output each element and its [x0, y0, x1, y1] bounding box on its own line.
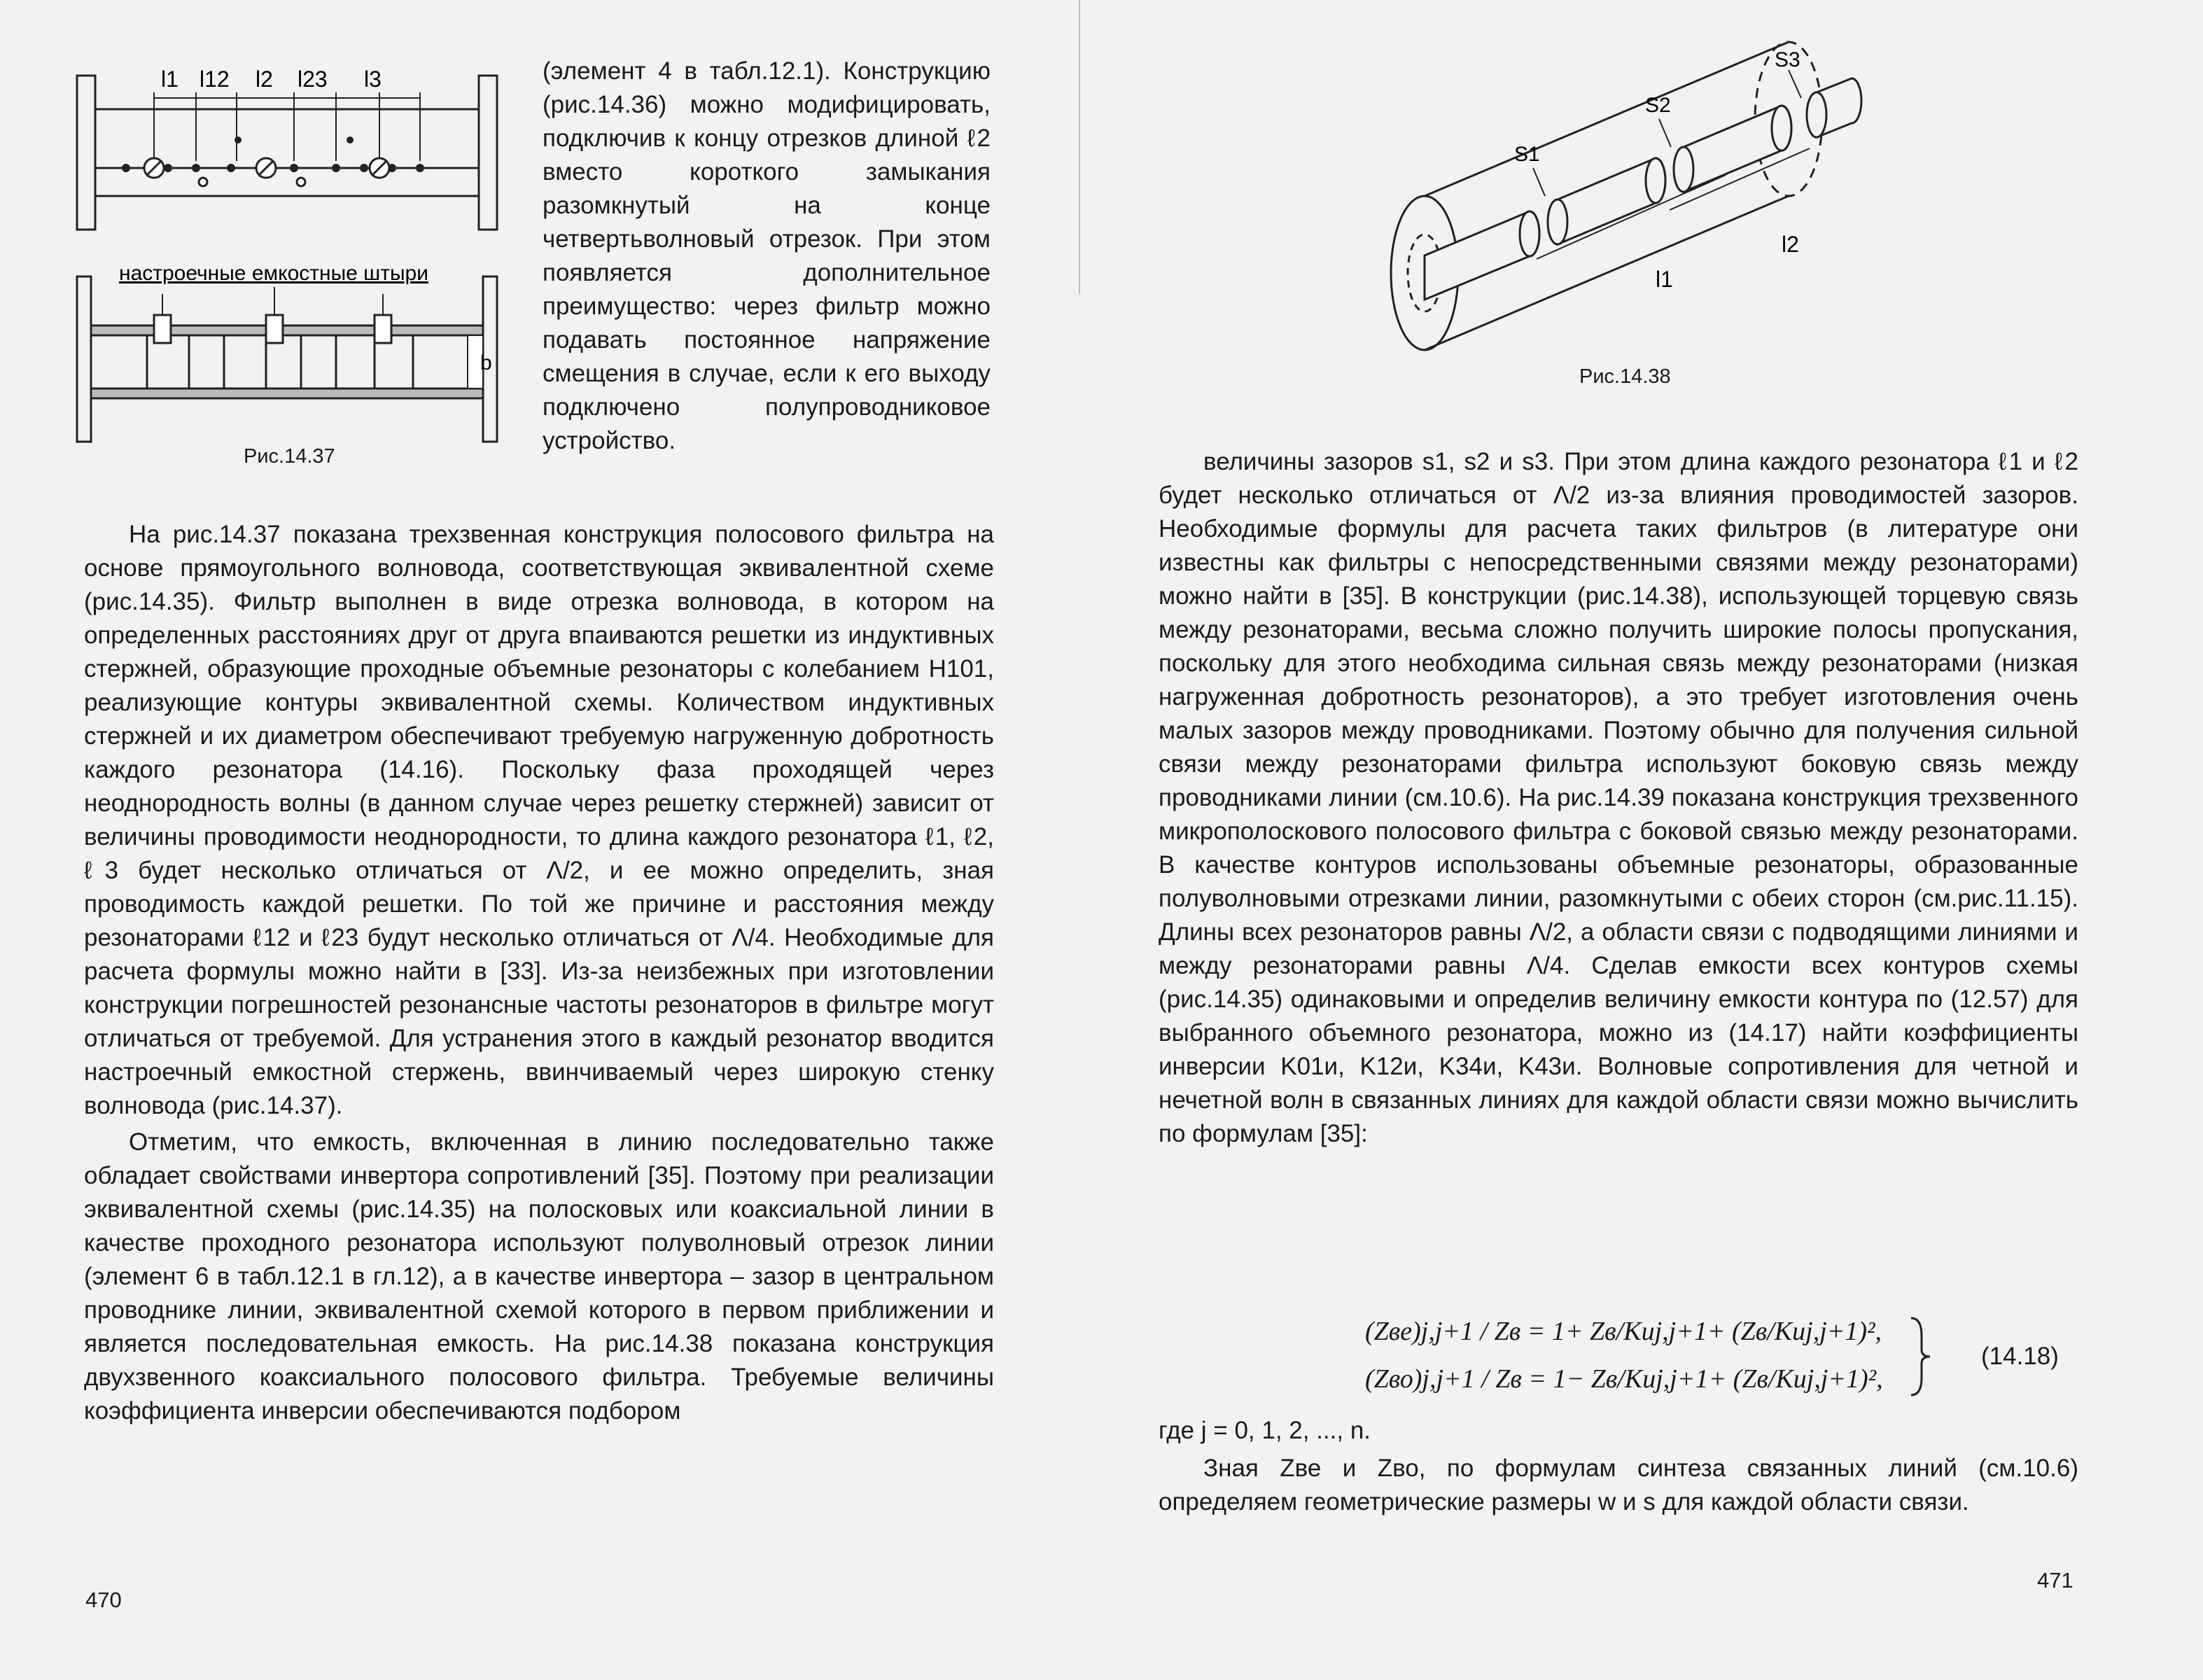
where-line: где j = 0, 1, 2, ..., n. — [1159, 1417, 1371, 1444]
right-paragraph-1: величины зазоров s1, s2 и s3. При этом длина каждого резонатора ℓ1 и ℓ2 будет несколько отличаться от Λ/2 из-за влияния проводимостей зазоров. Необходимые формулы для расчета таких фильтров (в литературе они известны как фильтры с непосредственными связями между резонаторами) можно найти в [35]. В конструкции (рис.14.38), использующей торцевую связь между резонаторами, весьма сложно получить широкие полосы пропускания, поскольку для этого необходима сильная связь между резонаторами (низкая нагруженная добротность резонаторов), а это требует изготовления очень малых зазоров между проводниками. Поэтому обычно для получения сильной связи между резонаторами фильтра используют боковую связь между проводниками линии (см.10.6). На рис.14.39 показана конструкция трехзвенного микрополоскового полосового фильтра с боковой связью между резонаторами. В качестве контуров использованы объемные резонаторы, образованные полуволновыми отрезками линии, разомкнутыми с обеих сторон (см.рис.11.15). Длины всех резонаторов равны Λ/2, а области связи с подводящими линиями и между резонаторами равны Λ/4. Сделав емкости всех контуров схемы (рис.14.35) одинаковыми и определив величину емкости контура по (12.57) для выбранного объемного резонатора, можно из (14.17) найти коэффициенты инверсии K01и, K12и, K34и, K43и. Волновые сопротивления для четной и нечетной волн в связанных линиях для каждой области связи можно вычислить по формулам [35]: — [1159, 448, 2078, 1147]
left-main-text — [84, 518, 994, 1428]
page-number-left: 470 — [85, 1588, 122, 1612]
dim-l2: l2 — [256, 66, 273, 92]
fig38-caption: Рис.14.38 — [1579, 365, 1671, 388]
gap-s1: S1 — [1514, 143, 1540, 166]
figure-14-37 — [56, 56, 518, 455]
dim-l1: l1 — [161, 66, 179, 92]
left-paragraph-2: Отметим, что емкость, включенная в линию последовательно также обладает свойствами инвертора сопротивлений [35]. Поэтому при реализации эквивалентной схемы (рис.14.35) на полосковых или коаксиальной линии в качестве проходного резонатора используют полуволновый отрезок линии (элемент 6 в табл.12.1 в гл.12), а в качестве инвертора – зазор в центральном проводнике линии, эквивалентной схемой которого в первом приближении и является последовательная емкость. На рис.14.38 показана конструкция двухзвенного коаксиального полосового фильтра. Требуемые величины коэффициента инверсии обеспечиваются подбором — [84, 1128, 994, 1424]
equation-line-1: (Zве)j,j+1 / Zв = 1+ Zв/Kиj,j+1+ (Zв/Kиj,j+1)², — [1365, 1317, 1882, 1346]
inner-conductors — [1425, 78, 1861, 300]
gap-s2: S2 — [1645, 94, 1671, 117]
dim-b: b — [480, 351, 492, 374]
side-paragraph — [543, 55, 991, 458]
left-page — [0, 0, 1082, 1680]
gap-s3: S3 — [1775, 48, 1800, 71]
waveguide-top-view — [77, 76, 497, 230]
right-final-text — [1159, 1452, 2078, 1519]
side-paragraph-text: (элемент 4 в табл.12.1). Конструкцию (рис.14.36) можно модифицировать, подключив к концу отрезков длиной ℓ2 вместо короткого замыкания разомкнутый на конце четвертьволновый отрезок. При этом появляется дополнительное преимущество: через фильтр можно подавать постоянное напряжение смещения в случае, если к его выходу подключено полупроводниковое устройство. — [543, 57, 991, 454]
fig37-caption: Рис.14.37 — [244, 445, 335, 468]
dim-l3: l3 — [364, 66, 382, 92]
equation-brace — [1908, 1315, 1936, 1399]
tuning-screws — [144, 158, 389, 186]
length-l2: l2 — [1782, 232, 1799, 257]
waveguide-side-view — [77, 276, 497, 442]
length-l1: l1 — [1656, 267, 1673, 292]
right-main-text — [1159, 445, 2078, 1151]
equation-line-2: (Zво)j,j+1 / Zв = 1− Zв/Kиj,j+1+ (Zв/Kиj,j+1)², — [1365, 1364, 1883, 1394]
dim-l23: l23 — [298, 66, 328, 92]
equation-number: (14.18) — [1981, 1343, 2059, 1370]
pins-label: настроечные емкостные штыри — [119, 262, 428, 285]
left-paragraph-1: На рис.14.37 показана трехзвенная конструкция полосового фильтра на основе прямоугольного волновода, соответствующая эквивалентной схеме (рис.14.35). Фильтр выполнен в виде отрезка волновода, в котором на определенных расстояниях друг от друга впаиваются решетки из индуктивных стержней, образующие проходные объемные резонаторы с колебанием H101, реализующие контуры эквивалентной схемы. Количеством индуктивных стержней и их диаметром обеспечивают требуемую нагруженную добротность каждого резонатора (14.16). Поскольку фаза проходящей через неоднородность волны (в данном случае через решетку стержней) зависит от величины проводимости неоднородности, то длина каждого резонатора ℓ1, ℓ2, ℓ3 будет несколько отличаться от Λ/2, и ее можно определить, зная проводимость каждой решетки. По той же причине и расстояния между резонаторами ℓ12 и ℓ23 будут несколько отличаться от Λ/4. Необходимые для расчета формулы можно найти в [33]. Из-за неизбежных при изготовлении конструкции погрешностей резонансные частоты резонаторов в фильтре могут отличаться от требуемой. Для устранения этого в каждый резонатор вводится настроечный емкостной стержень, ввинчиваемый через широкую стенку волновода (рис.14.37). — [84, 521, 994, 1119]
figure-14-38 — [1362, 28, 1880, 364]
right-paragraph-2: Зная Zве и Zво, по формулам синтеза связанных линий (см.10.6) определяем геометрические размеры w и s для каждой области связи. — [1159, 1455, 2078, 1516]
dim-l12: l12 — [200, 66, 230, 92]
right-page — [1082, 0, 2203, 1680]
page-number-right: 471 — [2037, 1568, 2073, 1592]
page-gutter — [1079, 0, 1080, 294]
